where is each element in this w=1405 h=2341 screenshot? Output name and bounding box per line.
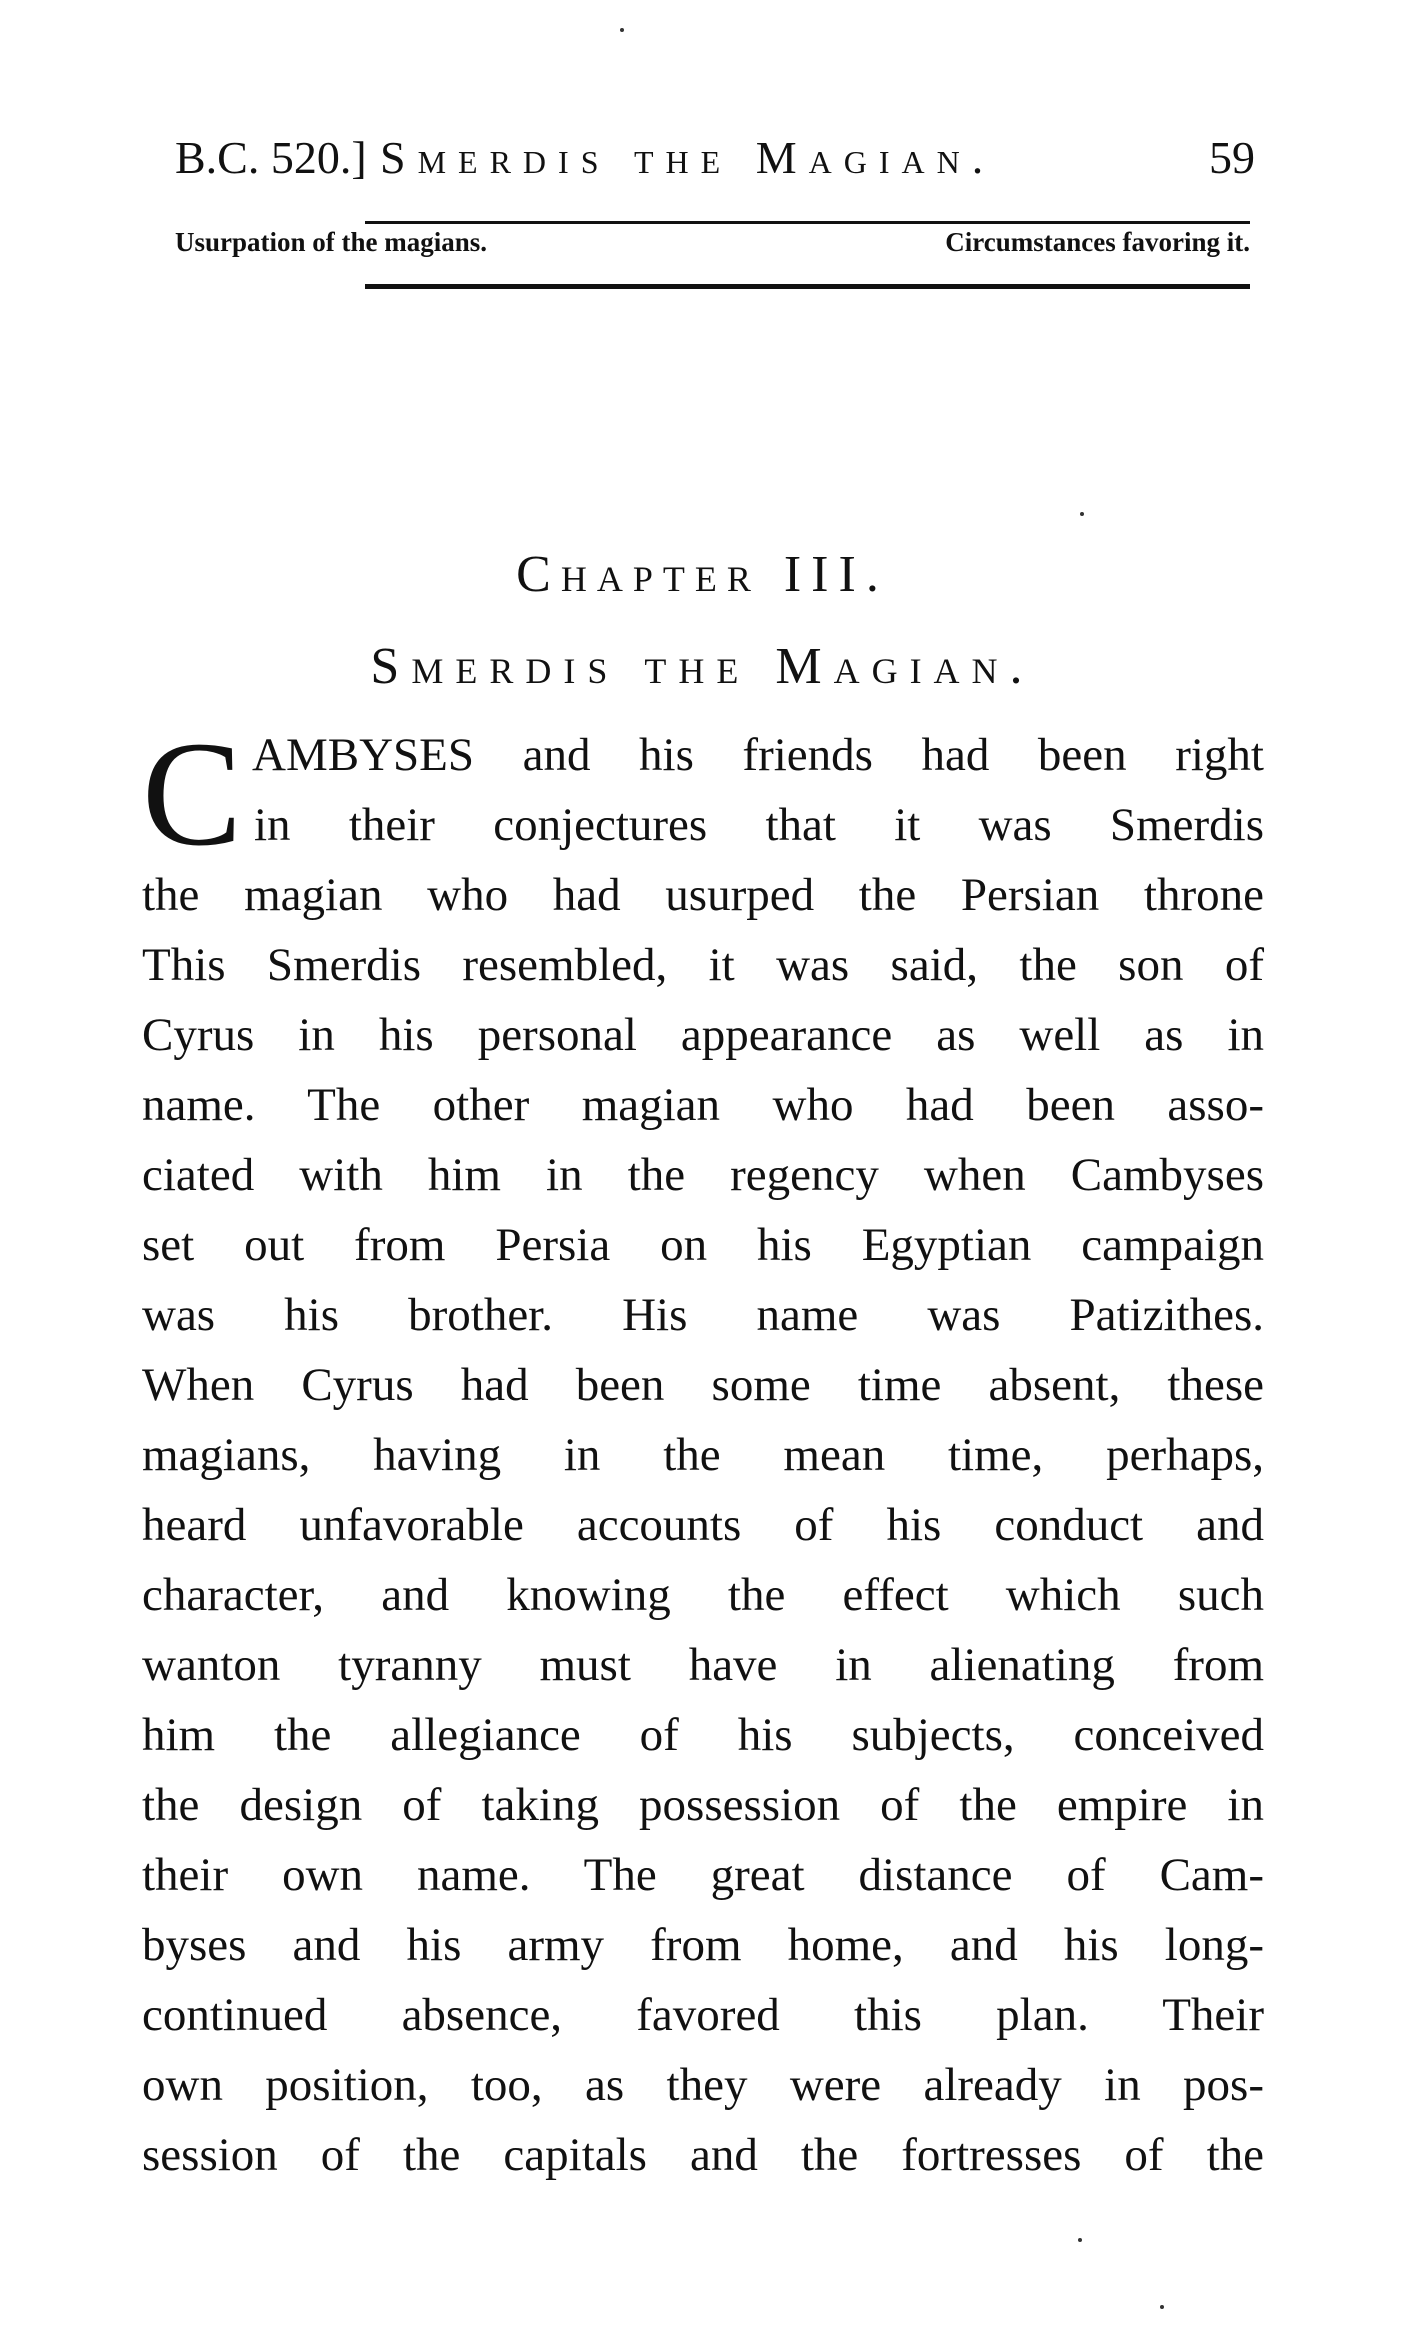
running-head [175,128,1275,188]
header-rule-bottom [365,284,1250,289]
text-line: wanton tyranny must have in alienating from [142,1639,1264,1691]
era-date: B.C. 520.] [175,132,367,183]
text-line: When Cyrus had been some time absent, these [142,1359,1264,1411]
side-note-left: Usurpation of the magians. [175,227,488,257]
text-line: own position, too, as they were already in pos- [142,2059,1264,2111]
text-line: the magian who had usurped the Persian throne [142,869,1264,921]
print-speck [620,28,624,32]
text-line: continued absence, favored this plan. Their [142,1989,1264,2041]
chapter-label: Chapter III. [516,546,889,603]
running-title: Smerdis the Magian. [380,132,996,183]
text-line: This Smerdis resembled, it was said, the son of [142,939,1264,991]
text-line: magians, having in the mean time, perhaps, [142,1429,1264,1481]
drop-cap: C [142,711,243,877]
text-line: ciated with him in the regency when Cambyses [142,1149,1264,1201]
print-speck [1078,2238,1082,2242]
text-line: byses and his army from home, and his long- [142,1919,1264,1971]
text-line: set out from Persia on his Egyptian campaign [142,1219,1264,1271]
text-line: him the allegiance of his subjects, conceived [142,1709,1264,1761]
text-line: AMBYSES and his friends had been right [252,729,1264,781]
text-line: character, and knowing the effect which such [142,1569,1264,1621]
body-paragraph [142,711,1264,2190]
page-number: 59 [1209,132,1255,183]
text-line: in their conjectures that it was Smerdis [254,799,1264,851]
chapter-title: Smerdis the Magian. [370,638,1035,695]
text-line: name. The other magian who had been asso- [142,1079,1264,1131]
text-line: the design of taking possession of the empire in [142,1779,1264,1831]
text-line: heard unfavorable accounts of his conduct and [142,1499,1264,1551]
text-line: was his brother. His name was Patizithes. [142,1289,1264,1341]
side-notes [175,222,1250,262]
print-speck [1160,2305,1164,2309]
side-note-right: Circumstances favoring it. [945,227,1250,257]
text-line: Cyrus in his personal appearance as well as in [142,1009,1264,1061]
text-line: session of the capitals and the fortresses of the [142,2129,1264,2181]
print-speck [1080,512,1084,516]
text-line: their own name. The great distance of Cam- [142,1849,1264,1901]
